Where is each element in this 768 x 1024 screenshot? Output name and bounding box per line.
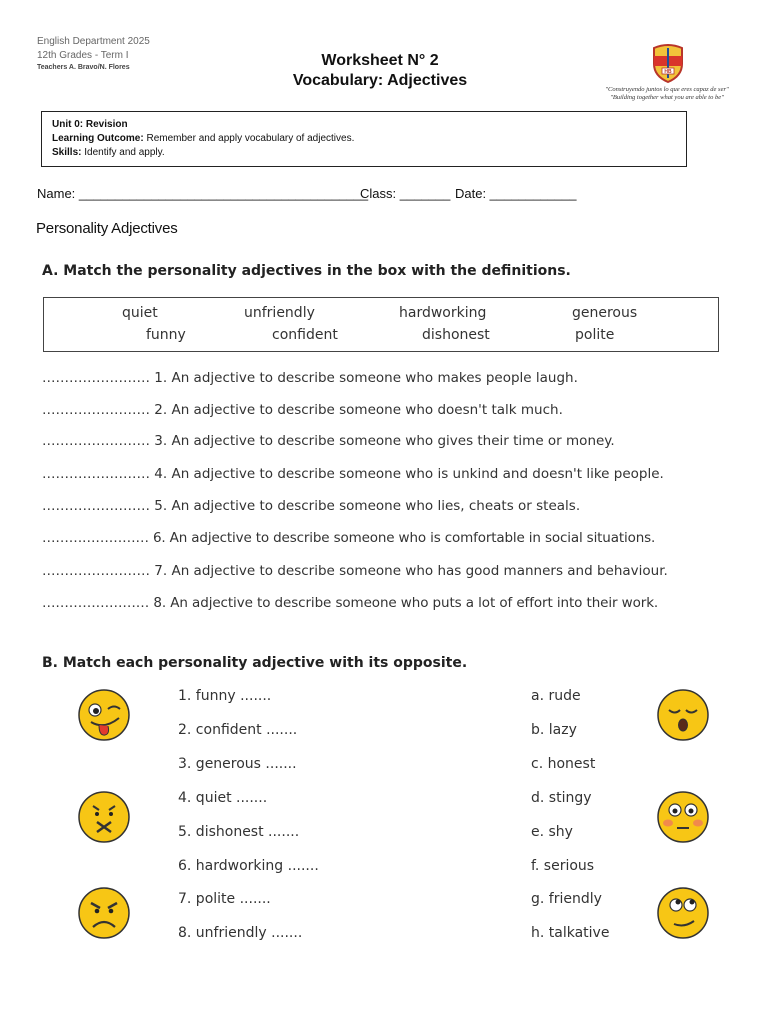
unit-label: Unit 0: Revision [52, 119, 128, 130]
match-left-6[interactable]: 6. hardworking ....... [178, 858, 319, 874]
definition-4[interactable]: …………………… 4. An adjective to describe someone who is unkind and doesn't like people. [42, 466, 664, 482]
word-confident: confident [272, 327, 338, 343]
school-motto-es: "Construyendo juntos lo que eres capaz de ser" [605, 86, 729, 93]
grade-term-label: 12th Grades - Term I [37, 50, 129, 61]
word-polite: polite [575, 327, 615, 343]
match-left-3[interactable]: 3. generous ....... [178, 756, 297, 772]
skills [52, 146, 165, 160]
class-field[interactable]: Class: _______ [360, 186, 451, 201]
skills-label: Skills: [52, 147, 82, 158]
definition-6[interactable]: …………………… 6. An adjective to describe someone who is comfortable in social situations. [42, 530, 656, 546]
rolling-eyes-face-icon [656, 886, 710, 944]
match-right-f: f. serious [531, 858, 595, 874]
part-b-title: B. Match each personality adjective with its opposite. [42, 655, 468, 671]
word-box [43, 297, 719, 352]
date-field[interactable]: Date: ____________ [455, 186, 577, 201]
yawning-face-icon [656, 688, 710, 746]
learning-outcome-text: Remember and apply vocabulary of adjectives. [146, 133, 355, 144]
match-left-2[interactable]: 2. confident ....... [178, 722, 298, 738]
match-right-c: c. honest [531, 756, 596, 772]
teachers-label: Teachers A. Bravo/N. Flores [37, 64, 130, 71]
match-right-d: d. stingy [531, 790, 592, 806]
definition-3[interactable]: …………………… 3. An adjective to describe someone who gives their time or money. [42, 433, 615, 449]
match-right-a: a. rude [531, 688, 581, 704]
match-left-5[interactable]: 5. dishonest ....... [178, 824, 300, 840]
match-right-g: g. friendly [531, 891, 602, 907]
word-hardworking: hardworking [399, 305, 487, 321]
word-dishonest: dishonest [422, 327, 490, 343]
department-label: English Department 2025 [37, 36, 150, 47]
match-left-4[interactable]: 4. quiet ....... [178, 790, 268, 806]
school-crest-icon [648, 42, 688, 84]
worksheet-subtitle: Vocabulary: Adjectives [292, 72, 468, 89]
name-field[interactable]: Name: ________________________________________ [37, 186, 369, 201]
angry-face-icon [77, 886, 131, 944]
learning-outcome [52, 132, 354, 146]
definition-2[interactable]: …………………… 2. An adjective to describe someone who doesn't talk much. [42, 402, 563, 418]
word-quiet: quiet [122, 305, 158, 321]
zipped-mouth-face-icon [77, 790, 131, 848]
part-a-title: A. Match the personality adjectives in the box with the definitions. [42, 263, 571, 279]
svg-text:HB: HB [664, 69, 672, 75]
unit-info-box [41, 111, 687, 167]
blushing-face-icon [656, 790, 710, 848]
match-left-8[interactable]: 8. unfriendly ....... [178, 925, 303, 941]
match-right-e: e. shy [531, 824, 573, 840]
winking-tongue-face-icon [77, 688, 131, 746]
definition-5[interactable]: …………………… 5. An adjective to describe someone who lies, cheats or steals. [42, 498, 581, 514]
word-generous: generous [572, 305, 638, 321]
match-right-h: h. talkative [531, 925, 610, 941]
definition-8[interactable]: …………………… 8. An adjective to describe someone who puts a lot of effort into their work. [42, 595, 659, 611]
match-right-b: b. lazy [531, 722, 577, 738]
worksheet-title: Worksheet N° 2 [321, 52, 439, 69]
match-left-7[interactable]: 7. polite ....... [178, 891, 271, 907]
definition-1[interactable]: …………………… 1. An adjective to describe someone who makes people laugh. [42, 370, 578, 386]
section-title: Personality Adjectives [36, 220, 178, 237]
school-motto-en: "Building together what you are able to be" [610, 94, 724, 101]
word-funny: funny [146, 327, 186, 343]
learning-outcome-label: Learning Outcome: [52, 133, 144, 144]
skills-text: Identify and apply. [84, 147, 165, 158]
match-left-1[interactable]: 1. funny ....... [178, 688, 272, 704]
word-unfriendly: unfriendly [244, 305, 315, 321]
definition-7[interactable]: …………………… 7. An adjective to describe someone who has good manners and behaviour. [42, 563, 668, 579]
